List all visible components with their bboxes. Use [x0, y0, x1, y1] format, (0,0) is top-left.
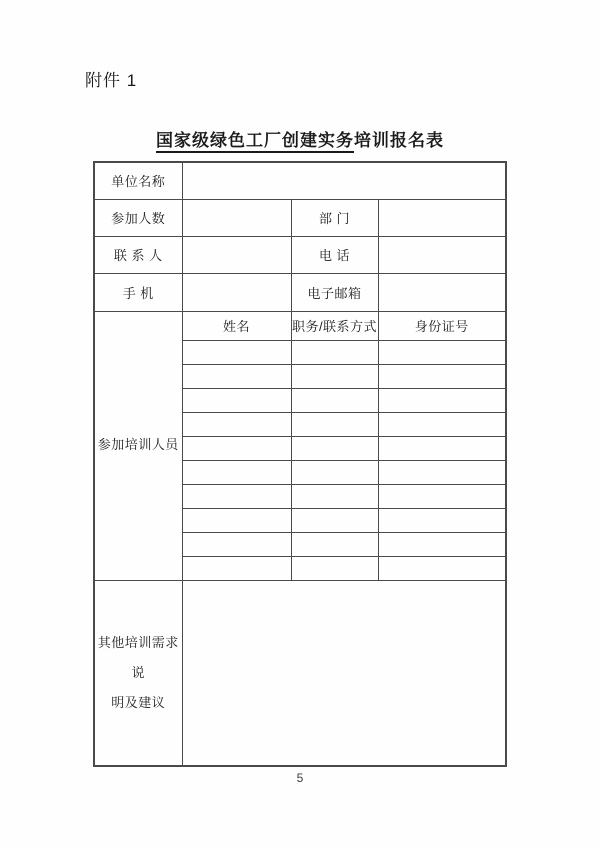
trainee-id-cell [378, 364, 506, 388]
trainee-name-cell [182, 460, 291, 484]
trainee-name-header: 姓名 [182, 311, 291, 340]
trainee-position-cell [291, 484, 378, 508]
phone-label: 电 话 [291, 236, 378, 273]
trainee-position-cell [291, 508, 378, 532]
other-needs-label-line2: 明及建议 [111, 694, 166, 710]
department-value-cell [378, 199, 506, 236]
trainee-id-cell [378, 508, 506, 532]
trainees-section-label: 参加培训人员 [94, 311, 182, 580]
mobile-value-cell [182, 273, 291, 311]
other-needs-value-cell [182, 580, 506, 766]
trainee-id-cell [378, 484, 506, 508]
attachment-label: 附件 1 [85, 71, 138, 90]
phone-value-cell [378, 236, 506, 273]
trainee-name-cell [182, 532, 291, 556]
row-unit-name [94, 162, 506, 199]
other-needs-label [94, 580, 182, 766]
trainee-name-cell [182, 340, 291, 364]
email-value-cell [378, 273, 506, 311]
registration-form-table [93, 161, 507, 767]
trainee-name-cell [182, 388, 291, 412]
trainee-name-cell [182, 556, 291, 580]
contact-person-label: 联 系 人 [94, 236, 182, 273]
trainee-name-cell [182, 484, 291, 508]
trainee-position-header: 职务/联系方式 [291, 311, 378, 340]
row-other-needs [94, 580, 506, 766]
trainee-position-cell [291, 412, 378, 436]
trainee-name-cell [182, 364, 291, 388]
mobile-label: 手 机 [94, 273, 182, 311]
trainee-id-cell [378, 532, 506, 556]
unit-name-label: 单位名称 [94, 162, 182, 199]
trainee-position-cell [291, 388, 378, 412]
trainee-id-cell [378, 436, 506, 460]
page-number: 5 [296, 771, 304, 785]
form-title [0, 126, 600, 151]
trainee-name-cell [182, 412, 291, 436]
trainee-id-cell [378, 340, 506, 364]
trainee-name-cell [182, 436, 291, 460]
trainee-id-cell [378, 460, 506, 484]
trainee-position-cell [291, 364, 378, 388]
row-mobile-email [94, 273, 506, 311]
form-title-underlined: 国家级绿色工厂创建实务 [156, 131, 354, 153]
form-title-rest: 培训报名表 [354, 131, 444, 150]
row-trainee-header [94, 311, 506, 340]
trainee-name-cell [182, 508, 291, 532]
trainee-position-cell [291, 532, 378, 556]
trainee-id-cell [378, 556, 506, 580]
email-label: 电子邮箱 [291, 273, 378, 311]
other-needs-label-line1: 其他培训需求说 [97, 634, 179, 680]
trainee-position-cell [291, 460, 378, 484]
trainee-position-cell [291, 556, 378, 580]
trainee-position-cell [291, 340, 378, 364]
participants-label: 参加人数 [94, 199, 182, 236]
row-participants-department [94, 199, 506, 236]
unit-name-value-cell [182, 162, 506, 199]
department-label: 部 门 [291, 199, 378, 236]
contact-person-value-cell [182, 236, 291, 273]
participants-value-cell [182, 199, 291, 236]
trainee-position-cell [291, 436, 378, 460]
trainee-id-cell [378, 412, 506, 436]
row-contact-phone [94, 236, 506, 273]
trainee-id-cell [378, 388, 506, 412]
trainee-id-header: 身份证号 [378, 311, 506, 340]
